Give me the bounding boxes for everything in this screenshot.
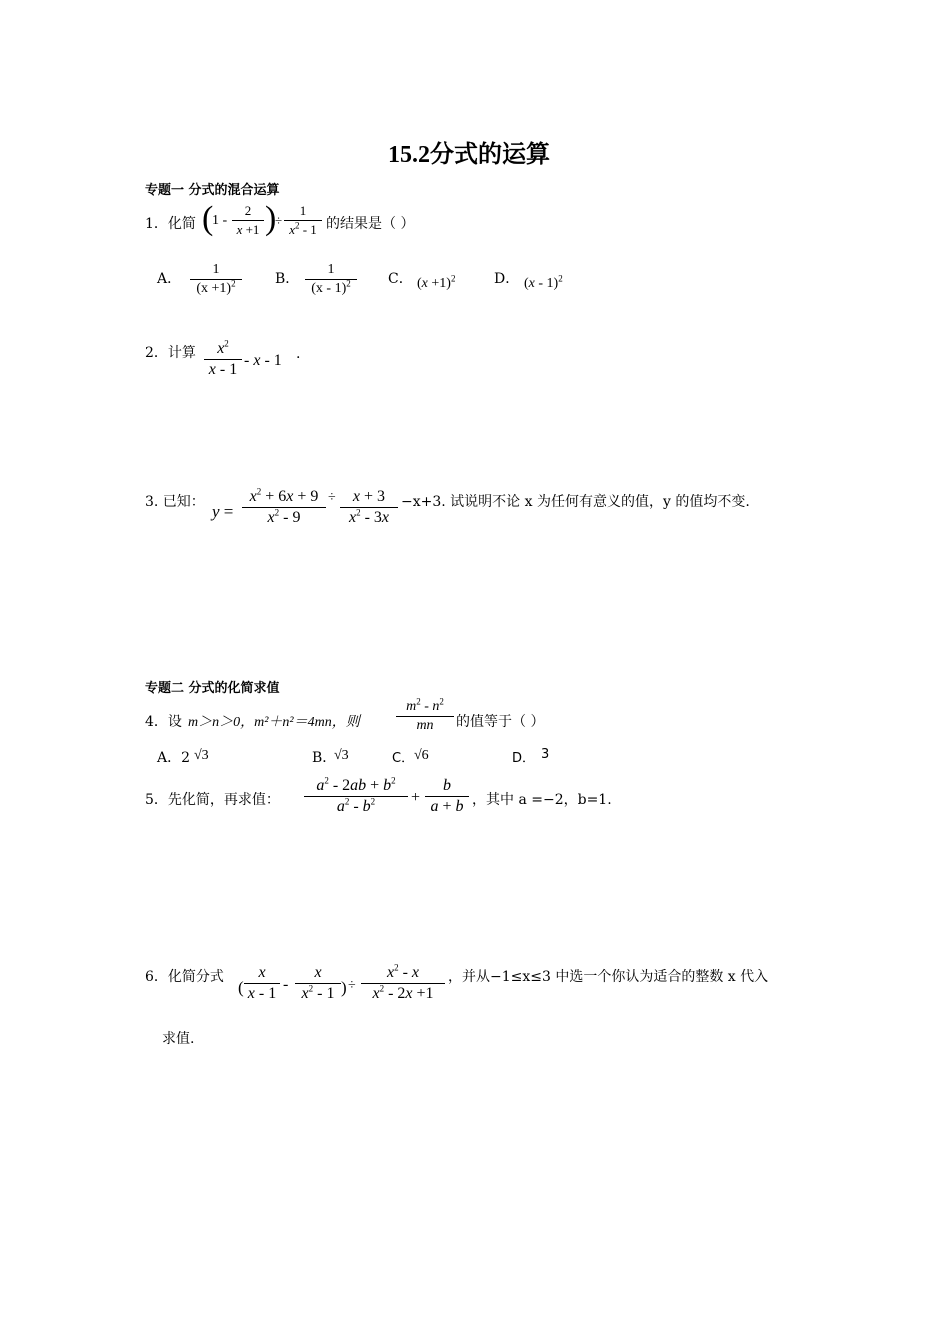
q5-number: 5．先化简，再求值：: [145, 792, 280, 808]
q6-open-paren: (: [238, 978, 244, 997]
q1-option-a-label: A．: [157, 271, 182, 287]
q2-frac-x2-over-x-1: $x^2$ x - 1: [204, 340, 242, 379]
q6-number: 6．化简分式: [145, 969, 224, 985]
q2-minus-x-1: - x - 1: [244, 352, 282, 369]
q6-frac-2: x $x^2 - 1$: [295, 964, 341, 1003]
q1-option-b-expr: 1 (x - 1)$^2$: [305, 262, 357, 297]
q3-number: 3. 已知：: [145, 494, 205, 510]
q1-option-b-label: B．: [275, 271, 300, 287]
q1-option-c-expr: $(x +1)^2$: [417, 273, 456, 291]
q1-number: 1．化简: [145, 216, 196, 232]
q4-suffix: 的值等于（ ）: [456, 714, 545, 730]
q3-frac-2: x + 3 $x^2 - 3x$: [340, 488, 398, 527]
q4-option-a-expr: √3: [194, 748, 209, 763]
q4-number: 4．设: [145, 714, 182, 730]
q3-tail: −x+3. 试说明不论 x 为任何有意义的值，y 的值均不变.: [401, 494, 750, 510]
q4-option-b-expr: √3: [334, 748, 349, 763]
page-title: 15.2分式的运算: [388, 142, 550, 168]
q2-period: .: [296, 346, 301, 362]
q4-option-b-label: B．: [312, 750, 337, 766]
q6-divide: ÷: [348, 978, 356, 993]
q4-frac-m2-n2-over-mn: $m^2 - n^2$ mn: [396, 699, 454, 734]
q3-divide: ÷: [328, 490, 336, 505]
q6-minus: -: [283, 976, 289, 993]
q4-option-c-expr: √6: [414, 748, 429, 763]
q6-frac-1: x x - 1: [244, 964, 280, 1003]
q5-frac-1: $a^2 - 2ab + b^2$ $a^2 - b^2$: [304, 777, 408, 816]
q4-option-d-label: D．: [512, 751, 536, 766]
q1-one-minus: 1 -: [212, 213, 228, 228]
q6-tail-line-2: 求值.: [162, 1031, 195, 1047]
q6-frac-3: $x^2$ - x $x^2 - 2x +1$: [361, 964, 445, 1003]
q4-condition: m＞n＞0，m²＋n²＝4mn，则: [188, 715, 360, 730]
q1-option-c-label: C．: [388, 271, 413, 287]
q3-y-equals: y =: [212, 502, 234, 521]
q2-number: 2．计算: [145, 345, 196, 361]
q4-option-c-label: C．: [392, 751, 415, 766]
q1-option-d-label: D．: [494, 271, 520, 287]
q6-tail: ，并从−1≤x≤3 中选一个你认为适合的整数 x 代入: [448, 969, 769, 985]
q4-option-a-label: A．2: [157, 750, 191, 766]
q1-option-d-expr: (x - 1)$^2$: [524, 273, 563, 291]
q5-plus: +: [411, 789, 421, 806]
q1-divide: ÷: [275, 213, 283, 228]
q5-frac-2: b a + b: [425, 777, 469, 816]
q1-suffix: 的结果是（ ）: [326, 216, 415, 232]
q1-open-paren: (: [202, 200, 214, 237]
q3-frac-1: $x^2 + 6x + 9$ $x^2 - 9$: [242, 488, 326, 527]
section-heading-1: 专题一 分式的混合运算: [145, 183, 280, 198]
q1-frac-1-over-x2-1: 1 $x^2 - 1$: [284, 203, 322, 238]
q4-option-d-expr: 3: [541, 747, 550, 762]
q5-tail: ，其中 a =−2，b=1.: [472, 792, 612, 808]
q1-frac-2-over-x1: 2 x +1: [232, 203, 264, 238]
q6-close-paren: ): [341, 978, 347, 997]
q1-close-paren: ): [265, 200, 277, 237]
q1-option-a-expr: 1 $(x +1)^2$: [190, 262, 242, 297]
section-heading-2: 专题二 分式的化简求值: [145, 681, 280, 696]
